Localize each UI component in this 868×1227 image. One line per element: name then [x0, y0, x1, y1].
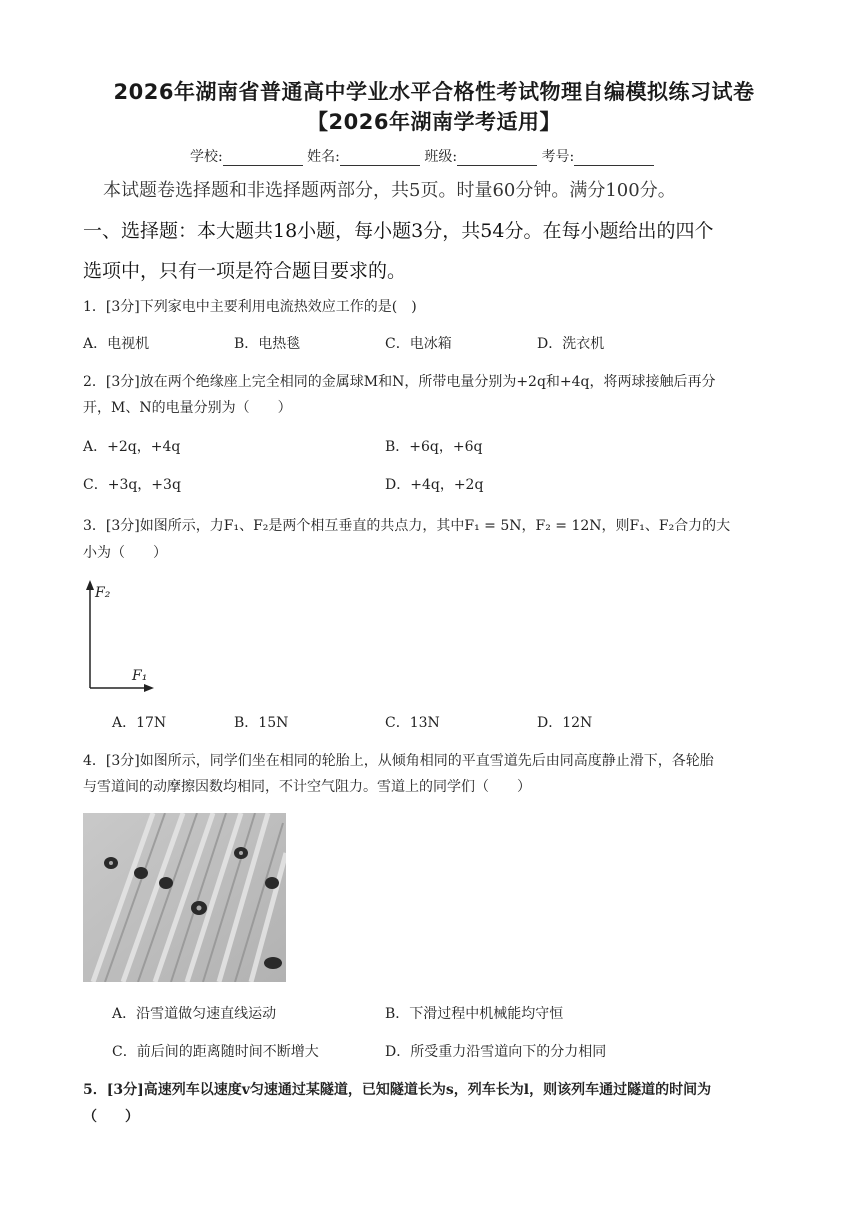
- question-3-option-a: A．17N: [112, 715, 167, 731]
- question-3-stem-line1: 3．[3分]如图所示，力F₁、F₂是两个相互垂直的共点力，其中F₁ = 5N，F₂ = 12N，则F₁、F₂合力的大: [83, 518, 731, 534]
- class-label: 班级:: [424, 149, 458, 165]
- question-3-option-c: C．13N: [385, 715, 440, 731]
- question-4-option-b: B．下滑过程中机械能均守恒: [385, 1006, 564, 1022]
- school-blank: [223, 151, 303, 166]
- question-2-stem-line1: 2．[3分]放在两个绝缘座上完全相同的金属球M和N，所带电量分别为+2q和+4q，将两球接触后再分: [83, 374, 716, 390]
- question-5-stem-line1: 5．[3分]高速列车以速度v匀速通过某隧道，已知隧道长为s，列车长为l，则该列车通过隧道的时间为: [83, 1082, 712, 1098]
- question-4-option-a: A．沿雪道做匀速直线运动: [112, 1006, 277, 1022]
- number-blank: [574, 151, 654, 166]
- question-2-option-c: C．+3q，+3q: [83, 477, 181, 493]
- snow-slide-photo: [83, 813, 286, 982]
- question-3-stem-line2: 小为（ ）: [83, 545, 167, 561]
- force-diagram: [80, 578, 160, 694]
- exam-subtitle: 【2026年湖南学考适用】: [307, 110, 561, 134]
- name-blank: [340, 151, 420, 166]
- question-4-option-d: D．所受重力沿雪道向下的分力相同: [385, 1044, 607, 1060]
- question-3-option-d: D．12N: [537, 715, 593, 731]
- question-2-option-a: A．+2q，+4q: [83, 439, 181, 455]
- force-f1-label: F₁: [132, 668, 148, 684]
- question-4-stem-line1: 4．[3分]如图所示，同学们坐在相同的轮胎上，从倾角相同的平直雪道先后由同高度静止滑下，各轮胎: [83, 753, 714, 769]
- name-label: 姓名:: [307, 149, 340, 165]
- student-info-row: [190, 146, 654, 166]
- exam-title: 2026年湖南省普通高中学业水平合格性考试物理自编模拟练习试卷: [113, 80, 755, 104]
- question-2-option-b: B．+6q，+6q: [385, 439, 483, 455]
- class-blank: [457, 151, 537, 166]
- question-5-stem-line2: （ ）: [83, 1109, 139, 1125]
- question-2-option-d: D．+4q，+2q: [385, 477, 484, 493]
- question-1-option-a: A．电视机: [83, 336, 150, 352]
- question-4-option-c: C．前后间的距离随时间不断增大: [112, 1044, 319, 1060]
- section-heading-line1: 一、选择题：本大题共18小题，每小题3分，共54分。在每小题给出的四个: [83, 220, 714, 242]
- school-label: 学校:: [190, 149, 223, 165]
- exam-intro: 本试题卷选择题和非选择题两部分，共5页。时量60分钟。满分100分。: [103, 180, 676, 201]
- force-f2-arrowhead: [86, 580, 94, 590]
- question-1-stem: 1．[3分]下列家电中主要利用电流热效应工作的是( ): [83, 299, 417, 315]
- question-1-option-b: B．电热毯: [234, 336, 301, 352]
- force-f1-arrowhead: [144, 684, 154, 692]
- question-4-stem-line2: 与雪道间的动摩擦因数均相同，不计空气阻力。雪道上的同学们（ ）: [83, 779, 531, 795]
- number-label: 考号:: [541, 149, 575, 165]
- question-1-option-c: C．电冰箱: [385, 336, 452, 352]
- section-heading-line2: 选项中，只有一项是符合题目要求的。: [83, 260, 407, 282]
- question-3-option-b: B．15N: [234, 715, 289, 731]
- force-f2-label: F₂: [95, 585, 111, 601]
- question-1-option-d: D．洗衣机: [537, 336, 605, 352]
- question-2-stem-line2: 开，M、N的电量分别为（ ）: [83, 400, 292, 416]
